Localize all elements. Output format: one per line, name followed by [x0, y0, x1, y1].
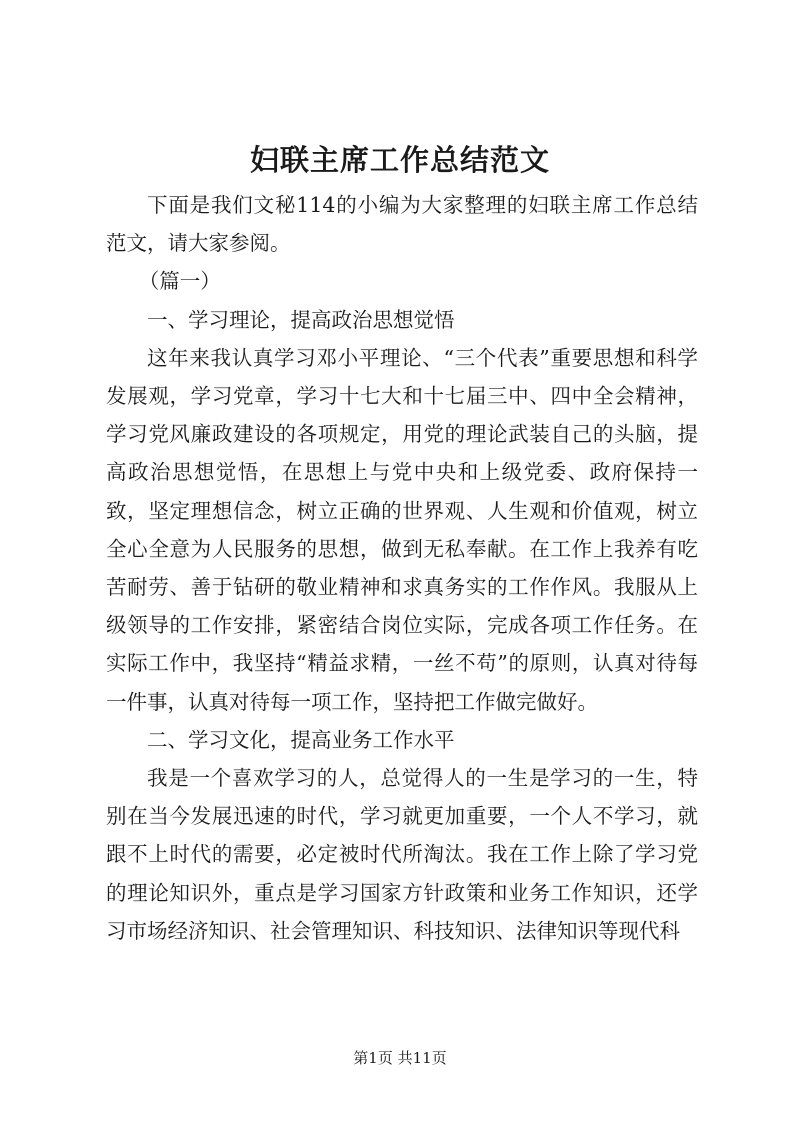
- intro-paragraph: 下面是我们文秘114的小编为大家整理的妇联主席工作总结范文，请大家参阅。: [106, 193, 698, 256]
- section-label: （篇一）: [138, 269, 221, 294]
- body-paragraph-2: 我是一个喜欢学习的人，总觉得人的一生是学习的一生，特别在当今发展迅速的时代，学习就更加重要，一个人不学习，就跟不上时代的需要，必定被时代所淘汰。我在工作上除了学习党的理论知识外，重点是学习国家方针政策和业务工作知识，还学习市场经济知识、社会管理知识、科技知识、法律知识等现代科: [106, 766, 698, 943]
- document-title: 妇联主席工作总结范文: [249, 143, 550, 177]
- body-paragraph-1: 这年来我认真学习邓小平理论、“三个代表”重要思想和科学发展观，学习党章，学习十七大和十七届三中、四中全会精神，学习党风廉政建设的各项规定，用党的理论武装自己的头脑，提高政治思想觉悟，在思想上与党中央和上级党委、政府保持一致，坚定理想信念，树立正确的世界观、人生观和价值观，树立全心全意为人民服务的思想，做到无私奉献。在工作上我养有吃苦耐劳、善于钻研的敬业精神和求真务实的工作作风。我服从上级领导的工作安排，紧密结合岗位实际，完成各项工作任务。在实际工作中，我坚持“精益求精，一丝不苟”的原则，认真对待每一件事，认真对待每一项工作，坚持把工作做完做好。: [106, 345, 698, 714]
- document-body: [106, 186, 698, 950]
- section-heading-2: 二、学习文化，提高业务工作水平: [147, 727, 455, 752]
- section-heading-1: 一、学习理论，提高政治思想觉悟: [147, 307, 455, 332]
- page-number-footer: 第1页 共11页: [353, 1049, 447, 1067]
